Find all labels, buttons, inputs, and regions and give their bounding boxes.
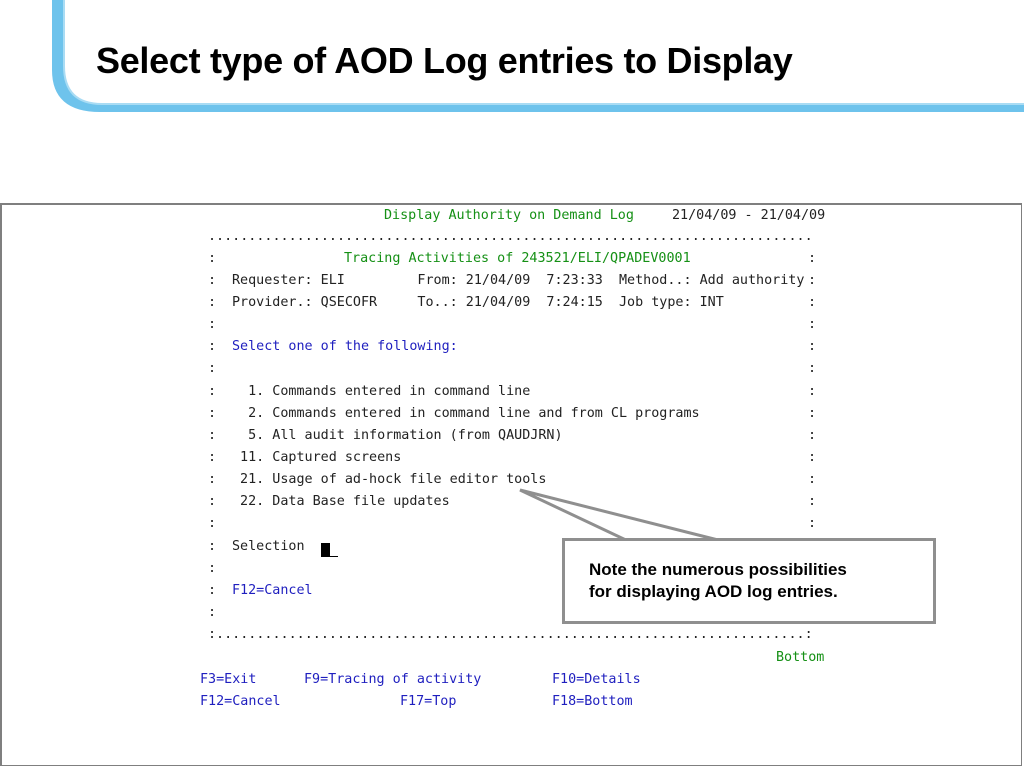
menu-option[interactable]: 11. Captured screens: [232, 450, 402, 465]
window-left-border: :: [208, 450, 217, 465]
window-right-border: :: [808, 494, 817, 509]
screen-header-dates: 21/04/09 - 21/04/09: [672, 208, 826, 223]
window-left-border: :: [208, 317, 217, 332]
window-left-border: :: [208, 494, 217, 509]
window-left-border: :: [208, 583, 217, 598]
menu-option[interactable]: 1. Commands entered in command line: [232, 384, 531, 399]
provider-info: Provider.: QSECOFR To..: 21/04/09 7:24:15 Job type: INT: [232, 295, 724, 310]
screen-header-title: Display Authority on Demand Log: [384, 208, 634, 223]
window-left-border: :: [208, 295, 217, 310]
window-top-border: ...........................................................................: [208, 229, 813, 244]
window-left-border: :: [208, 428, 217, 443]
callout-note: [562, 538, 936, 624]
f17-top-key[interactable]: F17=Top: [400, 694, 457, 709]
f18-bottom-key[interactable]: F18=Bottom: [552, 694, 633, 709]
menu-option[interactable]: 21. Usage of ad-hock file editor tools: [232, 472, 547, 487]
window-right-border: :: [808, 273, 817, 288]
menu-option[interactable]: 2. Commands entered in command line and from CL programs: [232, 406, 700, 421]
window-right-border: :: [808, 384, 817, 399]
selection-input-underline: [330, 556, 338, 557]
window-left-border: :: [208, 339, 217, 354]
terminal-screen: [0, 203, 1022, 766]
window-left-border: :: [208, 384, 217, 399]
f12-cancel-key[interactable]: F12=Cancel: [200, 694, 281, 709]
window-right-border: :: [808, 251, 817, 266]
selection-label: Selection: [232, 539, 305, 554]
selection-input[interactable]: [321, 543, 330, 557]
callout-line-1: Note the numerous possibilities: [589, 560, 847, 579]
window-left-border: :: [208, 539, 217, 554]
window-left-border: :: [208, 406, 217, 421]
window-left-border: :: [208, 472, 217, 487]
window-right-border: :: [808, 428, 817, 443]
window-right-border: :: [808, 295, 817, 310]
selection-prompt: Select one of the following:: [232, 339, 458, 354]
window-right-border: :: [808, 516, 817, 531]
f3-exit-key[interactable]: F3=Exit: [200, 672, 257, 687]
requester-info: Requester: ELI From: 21/04/09 7:23:33 Method..: Add authority: [232, 273, 805, 288]
callout-line-2: for displaying AOD log entries.: [589, 582, 838, 601]
bottom-indicator: Bottom: [776, 650, 825, 665]
window-right-border: :: [808, 339, 817, 354]
window-left-border: :: [208, 361, 217, 376]
window-left-border: :: [208, 516, 217, 531]
window-right-border: :: [808, 317, 817, 332]
window-left-border: :: [208, 251, 217, 266]
window-title: Tracing Activities of 243521/ELI/QPADEV0001: [344, 251, 691, 266]
slide-title: Select type of AOD Log entries to Display: [96, 40, 793, 81]
window-cancel-key[interactable]: F12=Cancel: [232, 583, 313, 598]
window-left-border: :: [208, 605, 217, 620]
window-right-border: :: [808, 406, 817, 421]
f9-tracing-key[interactable]: F9=Tracing of activity: [304, 672, 482, 687]
window-right-border: :: [808, 450, 817, 465]
window-right-border: :: [808, 472, 817, 487]
window-left-border: :: [208, 561, 217, 576]
menu-option[interactable]: 5. All audit information (from QAUDJRN): [232, 428, 563, 443]
window-left-border: :: [208, 273, 217, 288]
menu-option[interactable]: 22. Data Base file updates: [232, 494, 450, 509]
window-right-border: :: [808, 361, 817, 376]
window-bottom-border: :.........................................................................:: [208, 627, 813, 642]
f10-details-key[interactable]: F10=Details: [552, 672, 641, 687]
